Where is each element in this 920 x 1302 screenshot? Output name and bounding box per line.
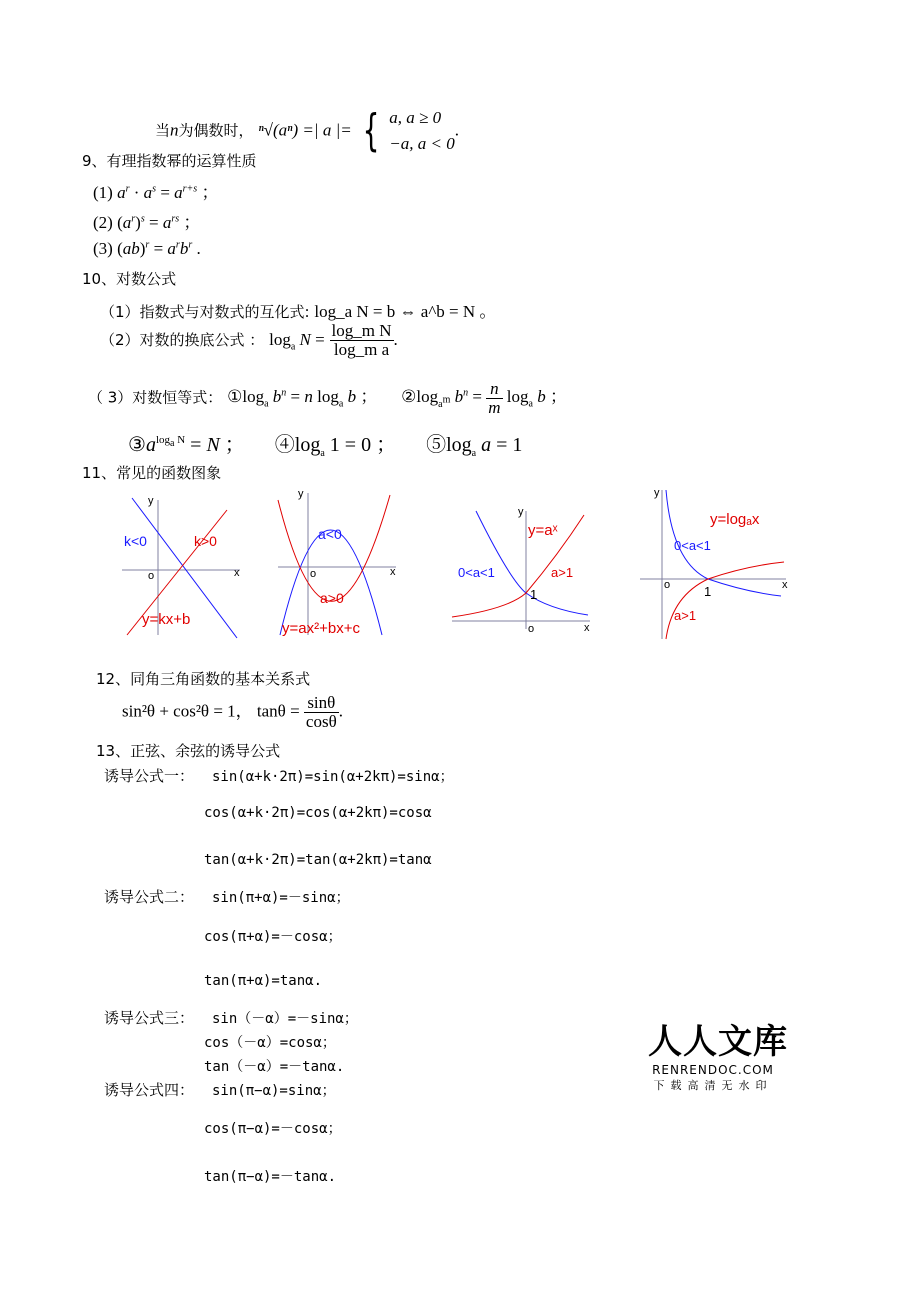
rule-3-label: 诱导公式三：: [104, 1009, 195, 1027]
log-l3-label: （ 3）对数恒等式：: [88, 388, 223, 407]
rule-4-cos: cos(π−α)=－cosα；: [204, 1121, 342, 1137]
graph-linear: [112, 490, 252, 640]
rule-1-label: 诱导公式一：: [104, 767, 195, 785]
origin-label: o: [148, 570, 155, 582]
x-label: x: [782, 579, 788, 591]
identity-2: $②\log_{a^m}$ $b^n$ = $\frac{n}{m}$ $\log_a b$ ；: [401, 379, 567, 417]
case-2: −a, a < 0: [389, 134, 455, 153]
rule-3-sin: sin（－α）=－sinα；: [212, 1011, 358, 1027]
text-when: 当: [155, 121, 171, 140]
identity-3: $③a^{log_a N} = N$ ；: [128, 434, 245, 456]
frac-n: n: [486, 380, 502, 399]
identity-1: $①\log_a$ $b^n = n$ $\log_a b$ ；: [227, 387, 378, 410]
y-label: y: [298, 488, 304, 500]
rule-1-sin: sin(α+k·2π)=sin(α+2kπ)=sinα；: [212, 769, 454, 785]
rule-2-label: 诱导公式二：: [104, 888, 195, 906]
label-one: 1: [530, 587, 538, 602]
item-1-label: (1): [93, 183, 113, 202]
y-label: y: [518, 506, 524, 518]
watermark-url: RENRENDOC.COM: [652, 1063, 774, 1077]
period: .: [454, 120, 459, 140]
rule-4-tan: tan(π−α)=－tanα.: [204, 1169, 337, 1185]
origin-label: o: [528, 623, 535, 635]
identity-2-fraction: [486, 380, 502, 417]
rule-2-sin: sin(π+α)=－sinα；: [212, 890, 350, 906]
item-3-label: (3): [93, 239, 113, 258]
label-k-positive: k>0: [194, 533, 217, 549]
watermark-logo: [648, 1014, 788, 1093]
graph-logarithm: [636, 484, 796, 644]
exp-rule-3: (3) $(ab)^r = a^rb^r$ .: [93, 239, 201, 258]
x-label: x: [584, 622, 590, 634]
text-even: 为偶数时，: [178, 121, 254, 140]
tan-den: cosθ: [305, 712, 337, 731]
graph-exponential: [448, 505, 598, 635]
var-n: n: [170, 120, 179, 140]
frac-m: m: [488, 398, 501, 417]
fraction-num: log_m N: [331, 321, 392, 340]
pythagorean-identity: sin²θ + cos²θ = 1，: [122, 701, 253, 721]
exp-rule-1: (1) $a^r \cdot a^s = a^{r+s}$ ；: [93, 183, 219, 202]
origin-label: o: [310, 568, 317, 580]
label-k-negative: k<0: [124, 533, 147, 549]
label-small-a: 0<a<1: [674, 538, 711, 553]
item-2-label: (2): [93, 213, 113, 232]
log-line-1: [100, 297, 496, 322]
label-small-a: 0<a<1: [458, 565, 495, 580]
label-big-a: a>1: [551, 565, 574, 580]
section-10-title: 10、对数公式: [82, 270, 177, 288]
label-quadratic-eq: y=ax²+bx+c: [282, 620, 360, 637]
cases: [389, 105, 454, 157]
tan-fraction: [304, 694, 339, 731]
case-brace: {: [362, 105, 379, 156]
label-a-negative: a<0: [318, 526, 342, 542]
rule-1-tan: tan(α+k·2π)=tan(α+2kπ)=tanα: [204, 852, 432, 868]
identity-4: $④\log_a$ 1 = 0 ；: [274, 434, 397, 459]
graph-quadratic: [270, 485, 410, 645]
tan-lead: tanθ =: [256, 701, 300, 721]
x-label: x: [390, 566, 396, 578]
log-l1-label: （1）指数式与对数式的互化式:: [100, 303, 310, 321]
identity-5: $⑤\log_a$ a = 1: [426, 434, 523, 459]
change-base-fraction: [330, 322, 394, 359]
label-one: 1: [704, 584, 712, 599]
x-label: x: [234, 567, 240, 579]
rule-4-sin: sin(π−α)=sinα；: [212, 1083, 336, 1099]
label-exp-eq: y=aˣ: [528, 522, 558, 539]
case-1: a, a ≥ 0: [389, 108, 442, 127]
log-l1-formula: log_a N = b ⇔ a^b = N 。: [314, 302, 497, 321]
log-curve-a-greater-1: [666, 562, 784, 639]
section-12-title: 12、同角三角函数的基本关系式: [96, 670, 311, 688]
exp-rule-2: (2) $(a^r)^s = a^{rs}$ ；: [93, 213, 201, 232]
log-line-4: [128, 428, 522, 459]
watermark-tagline: 下载高清无水印: [653, 1079, 773, 1092]
period: .: [338, 701, 343, 721]
y-label: y: [148, 495, 154, 507]
rule-3-cos: cos（－α）=cosα；: [204, 1035, 336, 1051]
root-formula: ⁿ√(aⁿ) =| a |=: [258, 120, 352, 140]
rule-2-tan: tan(π+α)=tanα.: [204, 973, 323, 989]
label-linear-eq: y=kx+b: [142, 611, 191, 628]
y-label: y: [654, 487, 660, 499]
label-log-eq: y=logₐx: [710, 511, 760, 528]
log-line-2: （2）对数的换底公式 ： $\log_a N$ = $\frac{\text{log\_m N}}{\text{log\_m a}}$ .: [100, 321, 398, 359]
section-11-title: 11、常见的函数图象: [82, 464, 222, 482]
label-big-a: a>1: [674, 608, 697, 623]
tan-num: sinθ: [304, 694, 339, 713]
log-line-3: [88, 380, 567, 417]
rule-4-label: 诱导公式四：: [104, 1081, 195, 1099]
trig-identities: [122, 694, 343, 731]
parabola-a-positive: [278, 495, 390, 601]
rule-3-tan: tan（－α）=－tanα.: [204, 1059, 345, 1075]
rule-1-cos: cos(α+k·2π)=cos(α+2kπ)=cosα: [204, 805, 432, 821]
section-9-title: 9、有理指数幂的运算性质: [82, 152, 257, 170]
watermark-title: 人人文库: [648, 1022, 788, 1062]
section-13-title: 13、正弦、余弦的诱导公式: [96, 742, 281, 760]
log-l2-label: （2）对数的换底公式 ：: [100, 331, 265, 349]
label-a-positive: a>0: [320, 590, 344, 606]
fraction-den: log_m a: [333, 340, 390, 359]
origin-label: o: [664, 579, 671, 591]
rule-2-cos: cos(π+α)=－cosα；: [204, 929, 342, 945]
